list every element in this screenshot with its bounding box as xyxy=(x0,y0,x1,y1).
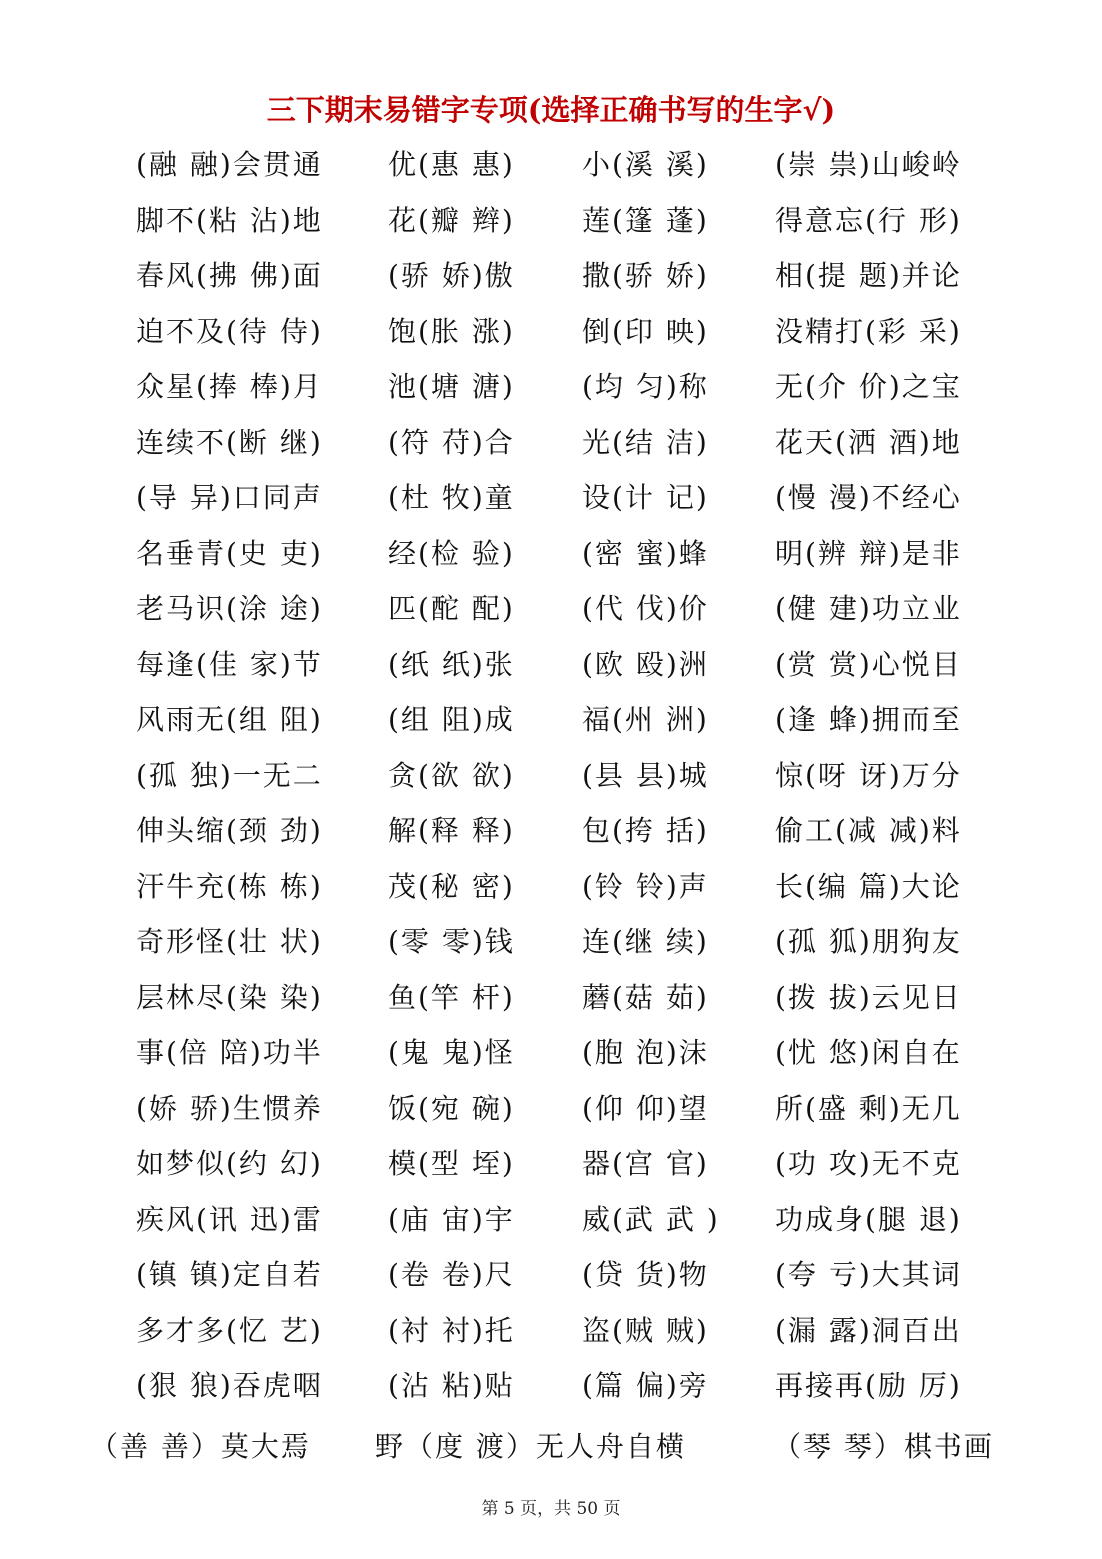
word-row xyxy=(0,1142,1102,1198)
word-item: 没精打(彩 采) xyxy=(775,314,962,348)
word-row xyxy=(0,1198,1102,1254)
word-item: (纸 纸)张 xyxy=(388,647,515,681)
word-item: 汗牛充(栋 栋) xyxy=(136,869,323,903)
word-item: (密 蜜)蜂 xyxy=(582,536,709,570)
word-item: (慢 漫)不经心 xyxy=(775,481,962,514)
word-item: (崇 祟)山峻岭 xyxy=(775,148,962,181)
word-row xyxy=(0,809,1102,865)
word-item: 所(盛 剩)无几 xyxy=(775,1091,962,1125)
word-item: 老马识(涂 途) xyxy=(136,592,323,625)
word-row xyxy=(0,976,1102,1032)
word-row xyxy=(0,1309,1102,1365)
word-item: 贪(欲 欲) xyxy=(388,758,515,792)
word-item: 池(塘 溏) xyxy=(388,370,515,403)
word-item: 花天(洒 酒)地 xyxy=(775,425,962,459)
word-item: (杜 牧)童 xyxy=(388,481,515,514)
word-item: 偷工(减 减)料 xyxy=(775,814,962,847)
word-item: 惊(呀 讶)万分 xyxy=(775,758,962,792)
word-row xyxy=(0,199,1102,255)
page-footer: 第 5 页，共 50 页 xyxy=(481,1499,621,1519)
word-item: 光(结 洁) xyxy=(582,425,709,459)
word-row xyxy=(0,754,1102,810)
word-item: 饱(胀 涨) xyxy=(388,314,515,348)
word-row xyxy=(0,1364,1102,1420)
word-item: 茂(秘 密) xyxy=(388,869,515,903)
word-item: (狠 狼)吞虎咽 xyxy=(136,1369,323,1402)
word-grid xyxy=(0,143,1102,1420)
word-item: 饭(宛 碗) xyxy=(388,1091,515,1125)
word-item: (符 苻)合 xyxy=(388,425,515,459)
word-item: (孤 独)一无二 xyxy=(136,758,323,792)
word-row xyxy=(0,1031,1102,1087)
word-item: 伸头缩(颈 劲) xyxy=(136,814,323,847)
word-item: 威(武 武 ) xyxy=(582,1202,720,1236)
word-item: (健 建)功立业 xyxy=(775,592,962,625)
word-item: 福(州 洲) xyxy=(582,703,709,736)
word-item: 得意忘(行 形) xyxy=(775,203,962,237)
word-item: 长(编 篇)大论 xyxy=(775,869,962,903)
word-item: (漏 露)洞百出 xyxy=(775,1313,962,1347)
word-item: (夸 亏)大其词 xyxy=(775,1258,962,1291)
word-item: 解(释 释) xyxy=(388,814,515,847)
word-item: 相(提 题)并论 xyxy=(775,259,962,292)
word-row xyxy=(0,254,1102,310)
word-item: (沾 粘)贴 xyxy=(388,1369,515,1402)
word-item: 盗(贼 贼) xyxy=(582,1313,709,1347)
word-item: (县 县)城 xyxy=(582,758,709,792)
word-item: (赏 赏)心悦目 xyxy=(775,647,962,681)
word-item: 功成身(腿 退) xyxy=(775,1202,962,1236)
word-item: (拨 拔)云见日 xyxy=(775,980,962,1014)
word-row xyxy=(0,587,1102,643)
word-item: 再接再(励 厉) xyxy=(775,1369,962,1402)
word-item: 优(惠 惠) xyxy=(388,148,515,181)
word-item: (卷 卷)尺 xyxy=(388,1258,515,1291)
word-item: 每逢(佳 家)节 xyxy=(136,647,323,681)
word-item: 春风(拂 佛)面 xyxy=(136,259,323,292)
word-item: 奇形怪(壮 状) xyxy=(136,925,323,958)
word-item: 小(溪 溪) xyxy=(582,148,709,181)
word-item: 名垂青(史 吏) xyxy=(136,536,323,570)
page-title: 三下期末易错字专项(选择正确书写的生字√) xyxy=(266,93,836,127)
word-row xyxy=(0,532,1102,588)
word-item: (逢 蜂)拥而至 xyxy=(775,703,962,736)
word-item: 撒(骄 娇) xyxy=(582,259,709,292)
word-item: (代 伐)价 xyxy=(582,592,709,625)
word-row xyxy=(0,365,1102,421)
word-item: 器(宫 官) xyxy=(582,1147,709,1180)
word-item: 如梦似(约 幻) xyxy=(136,1147,323,1180)
word-item: (零 零)钱 xyxy=(388,925,515,958)
word-item: 模(型 垤) xyxy=(388,1147,515,1180)
word-item: （善 善）莫大焉 xyxy=(90,1430,311,1463)
word-item: 层林尽(染 染) xyxy=(136,980,323,1014)
word-item: 脚不(粘 沾)地 xyxy=(136,203,323,237)
word-item: (贷 货)物 xyxy=(582,1258,709,1291)
word-item: 包(挎 括) xyxy=(582,814,709,847)
word-item: (导 异)口同声 xyxy=(136,481,323,514)
word-item: 迫不及(待 侍) xyxy=(136,314,323,348)
word-row xyxy=(0,643,1102,699)
word-item: 蘑(菇 茹) xyxy=(582,980,709,1014)
word-item: 多才多(忆 艺) xyxy=(136,1313,323,1347)
word-item: (融 融)会贯通 xyxy=(136,148,323,181)
word-item: 莲(篷 蓬) xyxy=(582,203,709,237)
word-item: 无(介 价)之宝 xyxy=(775,370,962,403)
word-item: 野（度 渡）无人舟自横 xyxy=(375,1430,686,1463)
word-item: (组 阻)成 xyxy=(388,703,515,736)
word-row xyxy=(0,920,1102,976)
word-item: 连(继 续) xyxy=(582,925,709,958)
word-item: (忧 悠)闲自在 xyxy=(775,1036,962,1069)
word-item: 风雨无(组 阻) xyxy=(136,703,323,736)
word-row xyxy=(0,143,1102,199)
word-item: 倒(印 映) xyxy=(582,314,709,348)
word-item: (欧 殴)洲 xyxy=(582,647,709,681)
word-item: 鱼(竿 杆) xyxy=(388,980,515,1014)
word-item: (庙 宙)宇 xyxy=(388,1202,515,1236)
word-item: 花(瓣 辫) xyxy=(388,203,515,237)
word-item: (衬 衬)托 xyxy=(388,1313,515,1347)
word-row xyxy=(0,476,1102,532)
word-item: (娇 骄)生惯养 xyxy=(136,1091,323,1125)
word-item: (镇 镇)定自若 xyxy=(136,1258,323,1291)
word-item: 设(计 记) xyxy=(582,481,709,514)
word-item: 众星(捧 棒)月 xyxy=(136,370,323,403)
word-row xyxy=(0,310,1102,366)
word-item: 事(倍 陪)功半 xyxy=(136,1036,323,1069)
word-row xyxy=(0,421,1102,477)
word-row xyxy=(0,1253,1102,1309)
word-item: (篇 偏)旁 xyxy=(582,1369,709,1402)
word-row xyxy=(0,698,1102,754)
word-item: 疾风(讯 迅)雷 xyxy=(136,1202,323,1236)
word-item: 连续不(断 继) xyxy=(136,425,323,459)
word-item: 明(辨 辩)是非 xyxy=(775,536,962,570)
word-item: 匹(酡 配) xyxy=(388,592,515,625)
word-item: (骄 娇)傲 xyxy=(388,259,515,292)
word-row xyxy=(0,1087,1102,1143)
word-item: （琴 琴）棋书画 xyxy=(773,1430,994,1463)
word-item: 经(检 验) xyxy=(388,536,515,570)
word-item: (胞 泡)沫 xyxy=(582,1036,709,1069)
word-item: (鬼 鬼)怪 xyxy=(388,1036,515,1069)
word-item: (仰 仰)望 xyxy=(582,1091,709,1125)
word-item: (铃 铃)声 xyxy=(582,869,709,903)
word-row xyxy=(0,865,1102,921)
word-item: (孤 狐)朋狗友 xyxy=(775,925,962,958)
word-item: (均 匀)称 xyxy=(582,370,709,403)
word-item: (功 攻)无不克 xyxy=(775,1147,962,1180)
